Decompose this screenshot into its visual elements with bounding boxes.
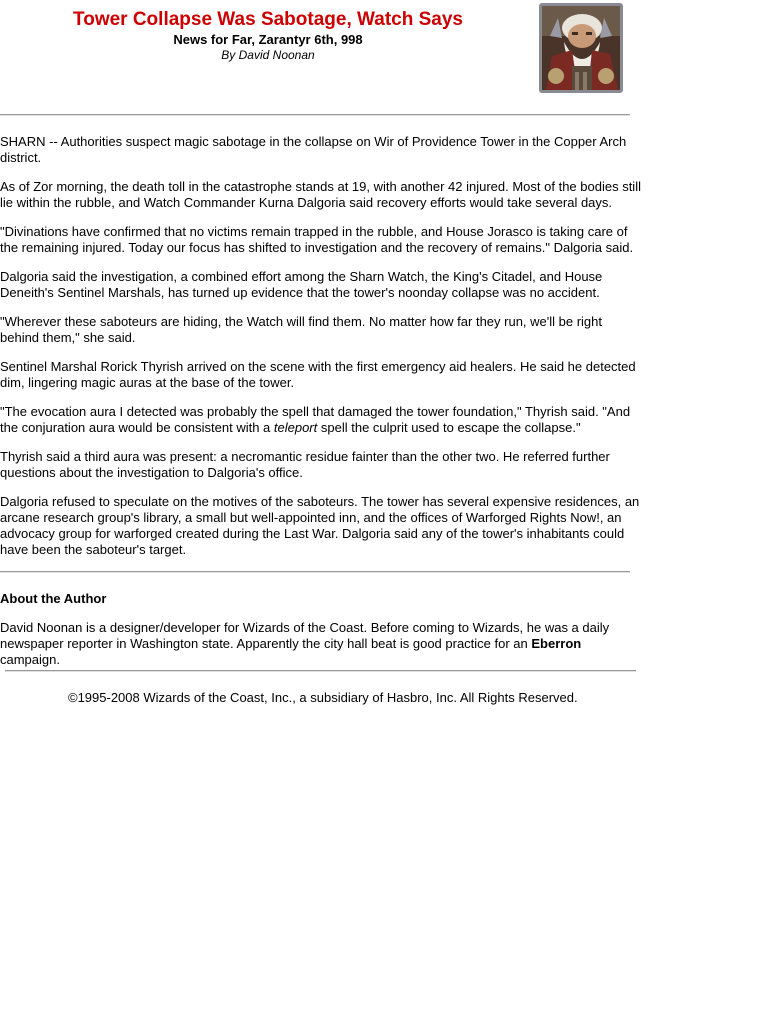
article-paragraph: Dalgoria refused to speculate on the motives of the saboteurs. The tower has several expensive residences, an arcane research group's library, a small but well-appointed inn, and the offices of Warforged Rights Now!, an advocacy group for warforged created during the Last War. Dalgoria said any of the tower's inhabitants could have been the saboteur's target. [0, 494, 640, 557]
about-heading: About the Author [0, 591, 107, 606]
article-paragraph: "Divinations have confirmed that no victims remain trapped in the rubble, and House Jorasco is taking care of the remaining injured. Today our focus has shifted to investigation and the recovery of remains." Dalgoria said. [0, 224, 634, 255]
article-paragraph: SHARN -- Authorities suspect magic sabotage in the collapse on Wir of Providence Tower in the Copper Arch district. [0, 134, 627, 165]
about-text-part: campaign. [0, 652, 60, 667]
top-divider [0, 114, 630, 116]
about-text [0, 620, 642, 668]
paragraph-text: spell the culprit used to escape the collapse." [317, 420, 581, 435]
about-text-part: David Noonan is a designer/developer for Wizards of the Coast. Before coming to Wizards, he was a daily newspaper reporter in Washington state. Apparently the city hall beat is good practice for an [0, 620, 610, 651]
article-body [0, 134, 642, 571]
eberron-bold: Eberron [531, 636, 582, 651]
paragraph-text: "The evocation aura I detected was probably the spell that damaged the tower foundation," Thyrish said. "And the conjuration aura would be consistent with a [0, 404, 631, 435]
headline: Tower Collapse Was Sabotage, Watch Says [73, 9, 463, 30]
article-paragraph [0, 404, 642, 436]
article-paragraph: Dalgoria said the investigation, a combined effort among the Sharn Watch, the King's Citadel, and House Deneith's Sentinel Marshals, has turned up evidence that the tower's noonday collapse was no accident. [0, 269, 603, 300]
about-author-section [0, 591, 642, 668]
footer-divider [5, 670, 636, 672]
spell-name-italic: teleport [273, 420, 318, 435]
dwarf-warrior-portrait-icon [539, 3, 623, 93]
article-paragraph: Sentinel Marshal Rorick Thyrish arrived on the scene with the first emergency aid healers. He said he detected dim, lingering magic auras at the base of the tower. [0, 359, 636, 390]
about-divider [0, 571, 630, 573]
article-paragraph: "Wherever these saboteurs are hiding, the Watch will find them. No matter how far they run, we'll be right behind them," she said. [0, 314, 602, 345]
article-paragraph: As of Zor morning, the death toll in the catastrophe stands at 19, with another 42 injured. Most of the bodies still lie within the rubble, and Watch Commander Kurna Dalgoria said recovery efforts would take several days. [0, 179, 641, 210]
article-paragraph: Thyrish said a third aura was present: a necromantic residue fainter than the other two. He referred further questions about the investigation to Dalgoria's office. [0, 449, 610, 480]
title-block [0, 9, 536, 63]
byline: By David Noonan [221, 48, 315, 62]
article-header [0, 0, 768, 100]
copyright-notice: ©1995-2008 Wizards of the Coast, Inc., a subsidiary of Hasbro, Inc. All Rights Reserved. [68, 690, 578, 705]
dateline: News for Far, Zarantyr 6th, 998 [173, 32, 363, 47]
